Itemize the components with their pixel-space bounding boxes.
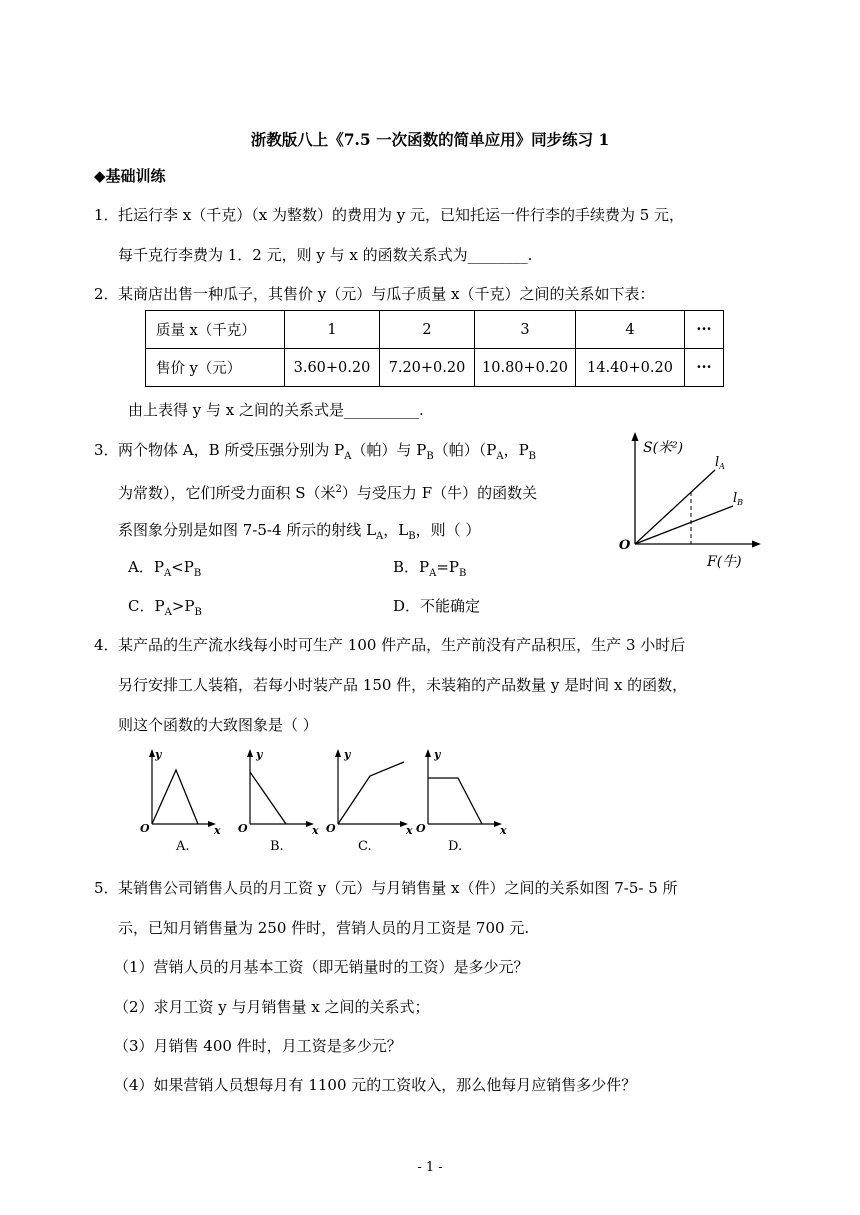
- q4-graph-b: [236, 744, 326, 856]
- origin-label: O: [326, 822, 336, 835]
- q5-number: 5．: [94, 879, 119, 897]
- origin-label: O: [619, 538, 631, 553]
- table-row-header: 售价 y（元）: [146, 349, 285, 387]
- q4-graph-a: [138, 744, 228, 856]
- table-cell: 4: [576, 311, 685, 349]
- x-label: x: [214, 824, 221, 837]
- origin-label: O: [140, 822, 150, 835]
- graph-option-label: C.: [358, 839, 372, 854]
- q1-line2: 每千克行李费为 1．2 元，则 y 与 x 的函数关系式为________.: [118, 246, 533, 264]
- subscript: A: [376, 531, 384, 542]
- q2-after: 由上表得 y 与 x 之间的关系式是__________.: [128, 401, 424, 419]
- q5-sub4: （4）如果营销人员想每月有 1100 元的工资收入，那么他每月应销售多少件？: [114, 1076, 637, 1094]
- y-axis-arrow: [425, 749, 431, 757]
- option-label: D．: [393, 597, 421, 615]
- subscript: A: [719, 462, 725, 471]
- q5-sub3: （3）月销售 400 件时，月工资是多少元？: [114, 1037, 402, 1055]
- q3-option-d: [393, 596, 480, 616]
- text: ，则（ ）: [415, 521, 481, 539]
- page-title: 浙教版八上《7.5 一次函数的简单应用》同步练习 1: [250, 130, 610, 149]
- q4-graph-d: [414, 744, 514, 856]
- table-cell: 7.20+0.20: [380, 349, 475, 387]
- x-label: x: [500, 824, 507, 837]
- ray-la: [635, 470, 715, 544]
- subscript: A: [429, 568, 437, 579]
- subscript: B: [528, 451, 537, 462]
- text: 两个物体 A，B 所受压强分别为 P: [118, 441, 345, 459]
- q4-line3: 则这个函数的大致图象是（ ）: [118, 716, 318, 734]
- text: 系图象分别是如图 7-5-4 所示的射线 L: [118, 521, 377, 539]
- table-row: [146, 349, 724, 387]
- text: ，L: [383, 521, 409, 539]
- text: （帕）与 P: [351, 441, 427, 459]
- q5-sub2: （2）求月工资 y 与月销售量 x 之间的关系式；: [114, 998, 430, 1016]
- table-row: [146, 311, 724, 349]
- ray-lb: [635, 506, 733, 544]
- text: P: [153, 558, 164, 576]
- subscript: B: [193, 568, 202, 579]
- y-label: y: [155, 748, 162, 761]
- la-label: [715, 455, 725, 471]
- q3-option-a: [128, 557, 201, 584]
- y-label: y: [344, 748, 351, 761]
- y-axis-arrow: [335, 749, 341, 757]
- text: >P: [171, 597, 195, 615]
- graph-option-label: B.: [270, 839, 284, 854]
- lb-label: [733, 491, 743, 507]
- subscript: B: [426, 451, 434, 462]
- origin-label: O: [238, 822, 248, 835]
- graph-option-label: D.: [448, 839, 463, 854]
- section-heading: ◆基础训练: [94, 167, 166, 185]
- text: （帕）（P: [433, 441, 497, 459]
- origin-label: O: [416, 822, 426, 835]
- graph-line: [428, 778, 482, 824]
- x-label: x: [406, 824, 413, 837]
- graph-line: [250, 772, 286, 824]
- text: ，P: [503, 441, 529, 459]
- q3-option-c: [128, 596, 202, 623]
- subscript: B: [194, 607, 202, 618]
- table-cell: 1: [285, 311, 380, 349]
- graph-line: [338, 762, 404, 824]
- q5-line2: 示，已知月销售量为 250 件时，营销人员的月工资是 700 元.: [118, 919, 530, 937]
- subscript: A: [344, 451, 352, 462]
- q2-number: 2．: [94, 285, 119, 303]
- table-cell: 10.80+0.20: [475, 349, 576, 387]
- option-label: C．: [128, 597, 155, 615]
- subscript: A: [163, 568, 172, 579]
- y-label: y: [434, 748, 441, 761]
- q4-line2: 另行安排工人装箱，若每小时装产品 150 件，未装箱的产品数量 y 是时间 x 的函数，: [118, 676, 688, 694]
- q4-graph-c: [320, 744, 420, 856]
- graph-line: [152, 770, 198, 824]
- text: 为常数），它们所受力面积 S（米: [118, 484, 336, 502]
- table-cell: 3: [475, 311, 576, 349]
- y-axis-arrow: [247, 749, 253, 757]
- table-cell: 14.40+0.20: [576, 349, 685, 387]
- graph-option-label: A.: [176, 839, 190, 854]
- subscript: B: [459, 568, 467, 579]
- q3-line3: [118, 520, 480, 547]
- q3-option-b: [393, 557, 466, 584]
- subscript: B: [737, 498, 744, 507]
- q1-number: 1．: [94, 206, 119, 224]
- text: l: [715, 455, 720, 470]
- text: ）与受压力 F（牛）的函数关: [341, 484, 538, 502]
- price-table: [145, 310, 724, 387]
- text: 不能确定: [420, 597, 481, 615]
- q5-sub1: （1）营销人员的月基本工资（即无销量时的工资）是多少元？: [114, 958, 529, 976]
- q3-number: 3．: [94, 441, 119, 459]
- y-label: y: [256, 748, 263, 761]
- page-number: - 1 -: [417, 1160, 443, 1175]
- subscript: A: [496, 451, 504, 462]
- subscript: B: [408, 531, 416, 542]
- option-label: B．: [393, 558, 420, 576]
- table-row-header: 质量 x（千克）: [146, 311, 285, 349]
- q3-line2: [118, 480, 537, 503]
- table-cell: ···: [685, 349, 724, 387]
- q3-figure: [615, 428, 775, 573]
- text: P: [419, 558, 430, 576]
- x-axis-arrow: [752, 541, 761, 548]
- q1-line1: 托运行李 x（千克）（x 为整数）的费用为 y 元，已知托运一件行李的手续费为 5 元，: [118, 206, 685, 224]
- x-axis-label: F(牛): [707, 554, 742, 570]
- text: =P: [436, 558, 460, 576]
- table-cell: ···: [685, 311, 724, 349]
- q2-line1: 某商店出售一种瓜子，其售价 y（元）与瓜子质量 x（千克）之间的关系如下表：: [118, 285, 655, 303]
- subscript: A: [164, 607, 172, 618]
- x-label: x: [312, 824, 319, 837]
- table-cell: 2: [380, 311, 475, 349]
- q3-line1: [118, 440, 536, 467]
- text: l: [733, 491, 738, 506]
- superscript: 2: [335, 484, 342, 495]
- table-cell: 3.60+0.20: [285, 349, 380, 387]
- q4-line1: 某产品的生产流水线每小时可生产 100 件产品，生产前没有产品积压，生产 3 小时后: [118, 636, 686, 654]
- q5-line1: 某销售公司销售人员的月工资 y（元）与月销售量 x（件）之间的关系如图 7-5- 5 所: [118, 879, 678, 897]
- q4-number: 4．: [94, 636, 119, 654]
- y-axis-label: S(米²): [643, 440, 684, 456]
- text: P: [154, 597, 165, 615]
- option-label: A．: [128, 558, 154, 576]
- text: <P: [171, 558, 194, 576]
- y-axis-arrow: [632, 432, 639, 441]
